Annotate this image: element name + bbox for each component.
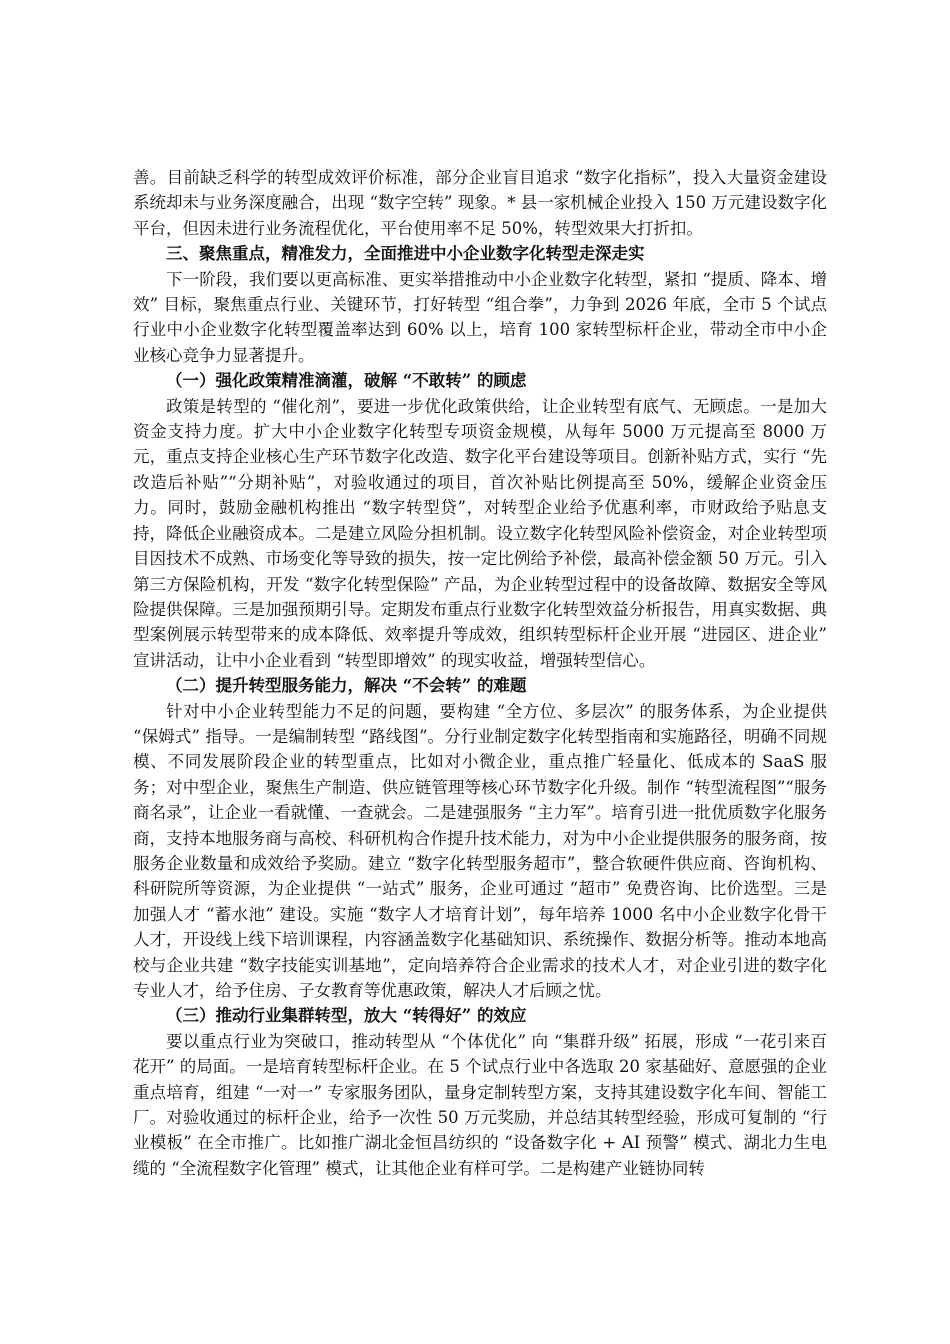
subsection-1-heading: （一）强化政策精准滴灌，破解 “不敢转” 的顾虑 (166, 371, 527, 391)
section-3-heading: 三、聚焦重点，精准发力，全面推进中小企业数字化转型走深走实 (166, 244, 645, 264)
subsection-3-heading: （三）推动行业集群转型，放大 “转得好” 的效应 (166, 1006, 527, 1026)
subsection-3-paragraph: 要以重点行业为突破口，推动转型从 “个体优化” 向 “集群升级” 拓展，形成 “一花引来百花开” 的局面。一是培育转型标杆企业。在 5 个试点行业中各选取 20 家基础好、意愿强的企业重点培育，组建 “一对一” 专家服务团队，量身定制转型方案，支持其建设数字化车间、智能工厂。对验收通过的标杆企业，给予一次性 50 万元奖励，并总结其转型经验，形成可复制的 “行业模板” 在全市推广。比如推广湖北金恒昌纺织的 “设备数字化 + AI 预警” 模式、湖北力生电缆的 “全流程数字化管理” 模式，让其他企业有样可学。二是构建产业链协同转 (133, 1031, 827, 1178)
document-page (133, 165, 827, 1181)
subsection-2-paragraph: 针对中小企业转型能力不足的问题，要构建 “全方位、多层次” 的服务体系，为企业提供 “保姆式” 指导。一是编制转型 “路线图”。分行业制定数字化转型指南和实施路径，明确不同规模、不同发展阶段企业的转型重点，比如对小微企业，重点推广轻量化、低成本的 SaaS 服务；对中型企业，聚焦生产制造、供应链管理等核心环节数字化升级。制作 “转型流程图”“服务商名录”，让企业一看就懂、一查就会。二是建强服务 “主力军”。培育引进一批优质数字化服务商，支持本地服务商与高校、科研机构合作提升技术能力，对为中小企业提供服务的服务商，按服务企业数量和成效给予奖励。建立 “数字化转型服务超市”，整合软硬件供应商、咨询机构、科研院所等资源，为企业提供 “一站式” 服务，企业可通过 “超市” 免费咨询、比价选型。三是加强人才 “蓄水池” 建设。实施 “数字人才培育计划”，每年培养 1000 名中小企业数字化骨干人才，开设线上线下培训课程，内容涵盖数字化基础知识、系统操作、数据分析等。推动本地高校与企业共建 “数字技能实训基地”，定向培养符合企业需求的技术人才，对企业引进的数字化专业人才，给予住房、子女教育等优惠政策，解决人才后顾之忧。 (133, 701, 827, 1000)
continuation-paragraph: 善。目前缺乏科学的转型成效评价标准，部分企业盲目追求 “数字化指标”，投入大量资金建设系统却未与业务深度融合，出现 “数字空转” 现象。* 县一家机械企业投入 150 万元建设数字化平台，但因未进行业务流程优化，平台使用率不足 50%，转型效果大打折扣。 (133, 168, 827, 238)
subsection-2-heading: （二）提升转型服务能力，解决 “不会转” 的难题 (166, 676, 527, 696)
section-3-intro-paragraph: 下一阶段，我们要以更高标准、更实举措推动中小企业数字化转型，紧扣 “提质、降本、增效” 目标，聚焦重点行业、关键环节，打好转型 “组合拳”，力争到 2026 年底，全市 5 个试点行业中小企业数字化转型覆盖率达到 60% 以上，培育 100 家转型标杆企业，带动全市中小企业核心竞争力显著提升。 (133, 269, 827, 365)
subsection-1-paragraph: 政策是转型的 “催化剂”，要进一步优化政策供给，让企业转型有底气、无顾虑。一是加大资金支持力度。扩大中小企业数字化转型专项资金规模，从每年 5000 万元提高至 8000 万元，重点支持企业核心生产环节数字化改造、数字化平台建设等项目。创新补贴方式，实行 “先改造后补贴”“分期补贴”，对验收通过的项目，首次补贴比例提高至 50%，缓解企业资金压力。同时，鼓励金融机构推出 “数字转型贷”，对转型企业给予优惠利率，市财政给予贴息支持，降低企业融资成本。二是建立风险分担机制。设立数字化转型风险补偿资金，对企业转型项目因技术不成熟、市场变化等导致的损失，按一定比例给予补偿，最高补偿金额 50 万元。引入第三方保险机构，开发 “数字化转型保险” 产品，为企业转型过程中的设备故障、数据安全等风险提供保障。三是加强预期引导。定期发布重点行业数字化转型效益分析报告，用真实数据、典型案例展示转型带来的成本降低、效率提升等成效，组织转型标杆企业开展 “进园区、进企业” 宣讲活动，让中小企业看到 “转型即增效” 的现实收益，增强转型信心。 (133, 396, 827, 670)
